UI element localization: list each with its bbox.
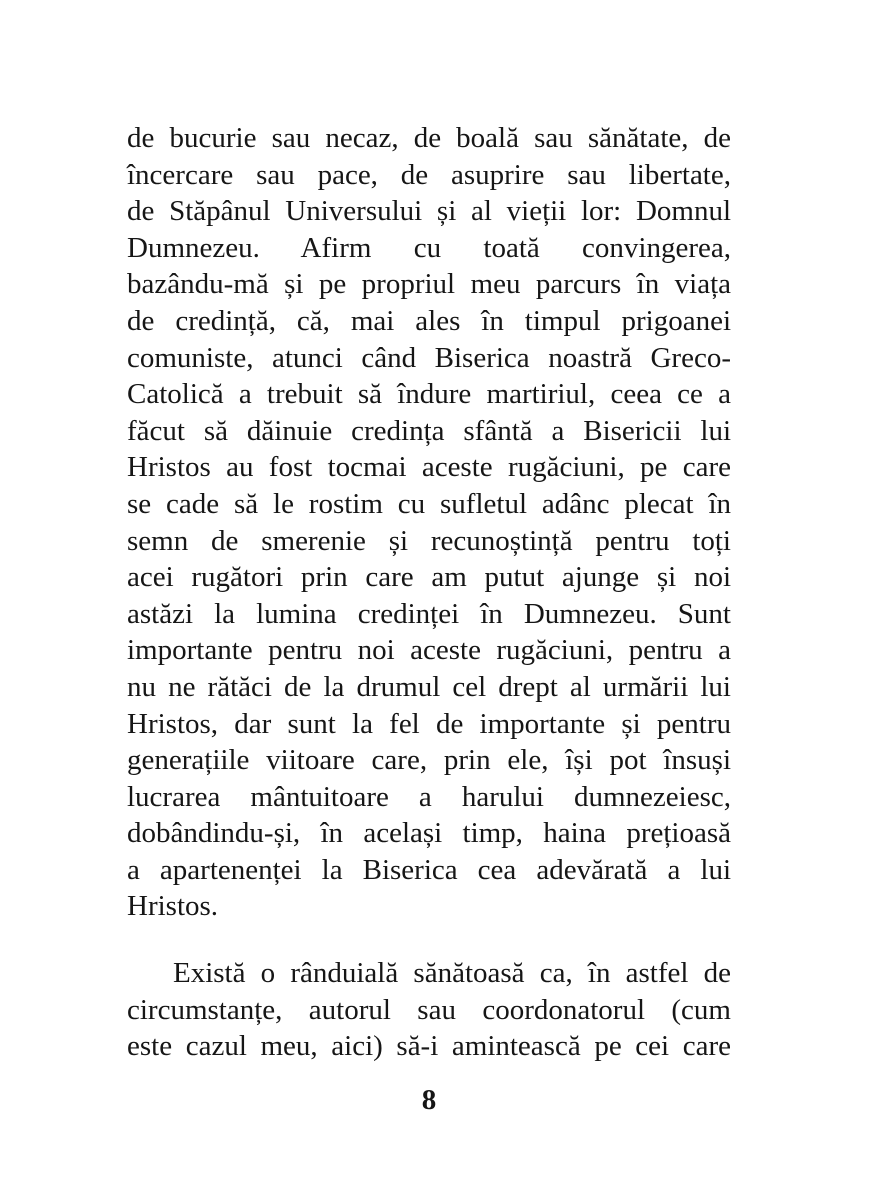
paragraph: [127, 955, 731, 1065]
paragraph: [127, 120, 731, 925]
text-line: este cazul meu, aici) să-i amintească pe cei care: [127, 1030, 731, 1063]
text-line: circumstanțe, autorul sau coordonatorul (cum: [127, 993, 731, 1026]
text-line: se cade să le rostim cu sufletul adânc plecat în: [127, 487, 731, 520]
text-line: generațiile viitoare care, prin ele, își pot însuși: [127, 744, 731, 777]
text-line: de bucurie sau necaz, de boală sau sănătate, de: [127, 122, 731, 154]
text-line: lucrarea mântuitoare a harului dumnezeiesc,: [127, 780, 731, 813]
text-line: de credință, că, mai ales în timpul prigoanei: [127, 304, 731, 337]
text-line: a apartenenței la Biserica cea adevărată a lui: [127, 853, 731, 886]
text-line: Hristos au fost tocmai aceste rugăciuni, pe care: [127, 451, 731, 484]
text-line: Există o rânduială sănătoasă ca, în astfel de: [173, 957, 731, 990]
text-line: Catolică a trebuit să îndure martiriul, ceea ce a: [127, 378, 731, 411]
page-text: [127, 120, 731, 1065]
text-line: încercare sau pace, de asuprire sau libertate,: [127, 158, 731, 191]
text-line: de Stăpânul Universului și al vieții lor: Domnul: [127, 195, 731, 228]
text-line: Dumnezeu. Afirm cu toată convingerea,: [127, 231, 731, 264]
text-line: comuniste, atunci când Biserica noastră Greco-: [127, 341, 731, 374]
text-line: Hristos, dar sunt la fel de importante și pentru: [127, 707, 731, 740]
text-line: acei rugători prin care am putut ajunge și noi: [127, 561, 731, 594]
page-number: 8: [421, 1084, 437, 1116]
text-line: importante pentru noi aceste rugăciuni, pentru a: [127, 634, 731, 667]
text-line: semn de smerenie și recunoștință pentru toți: [127, 524, 731, 557]
text-line: Hristos.: [127, 890, 219, 923]
text-line: dobândindu-și, în același timp, haina prețioasă: [127, 817, 731, 850]
text-line: făcut să dăinuie credința sfântă a Bisericii lui: [127, 414, 731, 447]
text-line: nu ne rătăci de la drumul cel drept al urmării lui: [127, 670, 731, 703]
text-line: astăzi la lumina credinței în Dumnezeu. Sunt: [127, 597, 731, 630]
text-line: bazându-mă și pe propriul meu parcurs în viața: [127, 268, 731, 301]
